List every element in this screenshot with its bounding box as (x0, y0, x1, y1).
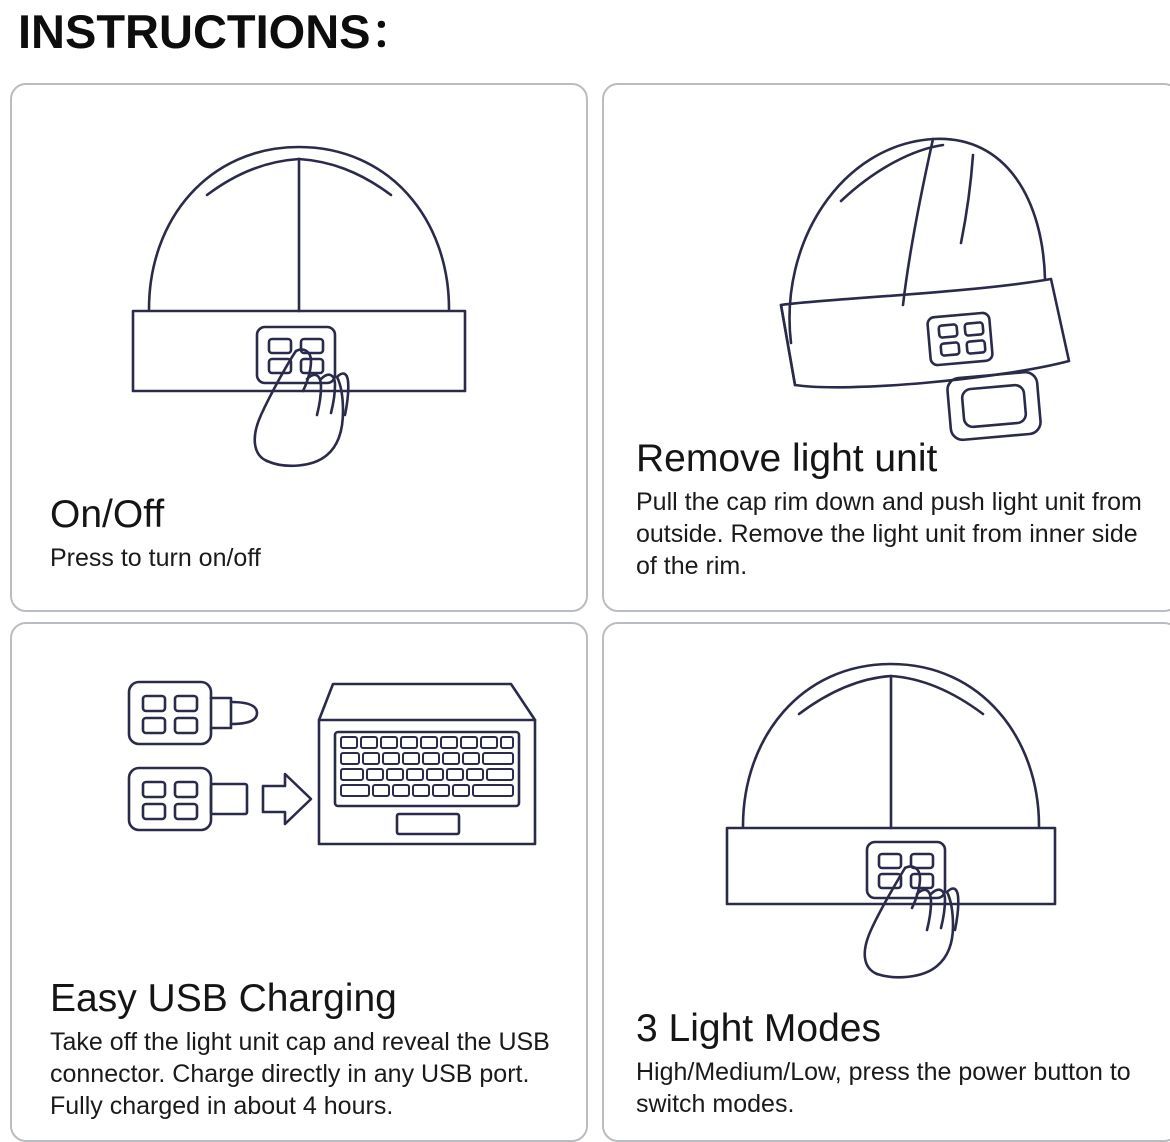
caption-light-modes (636, 1008, 1154, 1120)
beanie-press-illustration (12, 99, 586, 469)
instruction-card-usb-charging (10, 622, 588, 1142)
beanie-modes-illustration (604, 630, 1170, 980)
instruction-card-grid (6, 83, 1164, 1142)
beanie-remove-illustration (604, 93, 1170, 463)
card-heading: Remove light unit (636, 436, 938, 480)
card-heading: On/Off (50, 492, 165, 536)
card-body: Press to turn on/off (50, 544, 261, 572)
card-heading: 3 Light Modes (636, 1006, 881, 1050)
card-body: Pull the cap rim down and push light unit from outside. Remove the light unit from inner side of the rim. (636, 488, 1142, 580)
instruction-card-remove-light-unit (602, 83, 1170, 612)
usb-charging-illustration (12, 668, 586, 968)
page-title: INSTRUCTIONS： (18, 5, 418, 58)
card-body: High/Medium/Low, press the power button to switch modes. (636, 1058, 1131, 1118)
caption-usb-charging (50, 978, 562, 1122)
instruction-card-on-off (10, 83, 588, 612)
caption-on-off (50, 494, 562, 574)
instruction-card-light-modes (602, 622, 1170, 1142)
card-body: Take off the light unit cap and reveal the USB connector. Charge directly in any USB port. Fully charged in about 4 hours. (50, 1028, 550, 1120)
card-heading: Easy USB Charging (50, 976, 397, 1020)
caption-remove-light-unit (636, 438, 1154, 582)
